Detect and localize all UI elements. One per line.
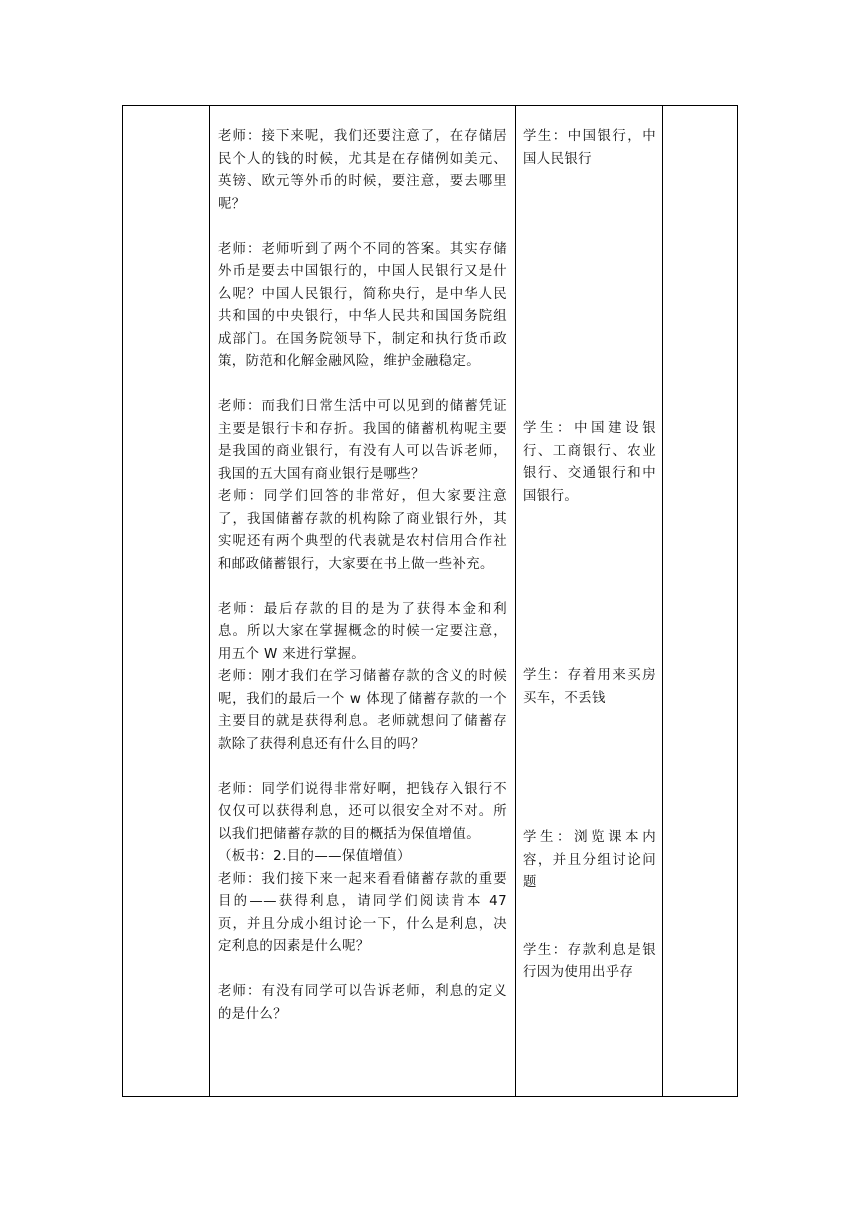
student-response: 学生：浏览课本内容，并且分组讨论问题 [523, 830, 656, 890]
student-response: 学生：存款利息是银行因为使用出乎存 [523, 942, 656, 980]
teacher-paragraph: 老师：接下来呢，我们还要注意了，在存储居民个人的钱的时候，尤其是在存储例如美元、英镑、欧元等外币的时候，要注意，要去哪里呢？ [218, 129, 507, 212]
teacher-paragraph: 老师：老师听到了两个不同的答案。其实存储外币是要去中国银行的，中国人民银行又是什么呢？中国人民银行，简称央行，是中华人民共和国的中央银行，中华人民共和国国务院组成部门。在国务院领导下，制定和执行货币政策，防范和化解金融风险，维护金融稳定。 [218, 241, 507, 369]
teacher-paragraph: 老师：刚才我们在学习储蓄存款的含义的时候呢，我们的最后一个 w 体现了储蓄存款的一个主要目的就是获得利息。老师就想问了储蓄存款除了获得利息还有什么目的吗？ [218, 669, 507, 752]
student-activity-cell [516, 106, 662, 1096]
teacher-paragraph: 老师：有没有同学可以告诉老师，利息的定义的是什么？ [218, 984, 507, 1022]
teacher-paragraph: 老师：同学们说得非常好啊，把钱存入银行不仅仅可以获得利息，还可以很安全对不对。所以我们把储蓄存款的目的概括为保值增值。 [218, 781, 507, 842]
student-response: 学生：中国建设银行、工商银行、农业银行、交通银行和中国银行。 [523, 421, 656, 504]
teacher-paragraph: 老师：同学们回答的非常好，但大家要注意了，我国储蓄存款的机构除了商业银行外，其实呢还有两个典型的代表就是农村信用合作社和邮政储蓄银行，大家要在书上做一些补充。 [218, 489, 507, 572]
teacher-paragraph: 老师：而我们日常生活中可以见到的储蓄凭证主要是银行卡和存折。我国的储蓄机构呢主要是我国的商业银行，有没有人可以告诉老师，我国的五大国有商业银行是哪些？ [218, 399, 507, 482]
student-response: 学生：中国银行，中国人民银行 [523, 129, 656, 167]
column-divider-3 [662, 106, 663, 1096]
blackboard-note: （板书：2.目的——保值增值） [218, 849, 411, 864]
teacher-paragraph: 老师：我们接下来一起来看看储蓄存款的重要目的——获得利息，请同学们阅读肯本 47 页，并且分成小组讨论一下，什么是利息，决定利息的因素是什么呢？ [218, 871, 507, 954]
teacher-paragraph: 老师：最后存款的目的是为了获得本金和利息。所以大家在掌握概念的时候一定要注意，用五个 W 来进行掌握。 [218, 601, 507, 662]
teacher-activity-cell [210, 106, 515, 1096]
lesson-table [122, 105, 738, 1097]
student-response: 学生：存着用来买房买车，不丢钱 [523, 668, 656, 706]
